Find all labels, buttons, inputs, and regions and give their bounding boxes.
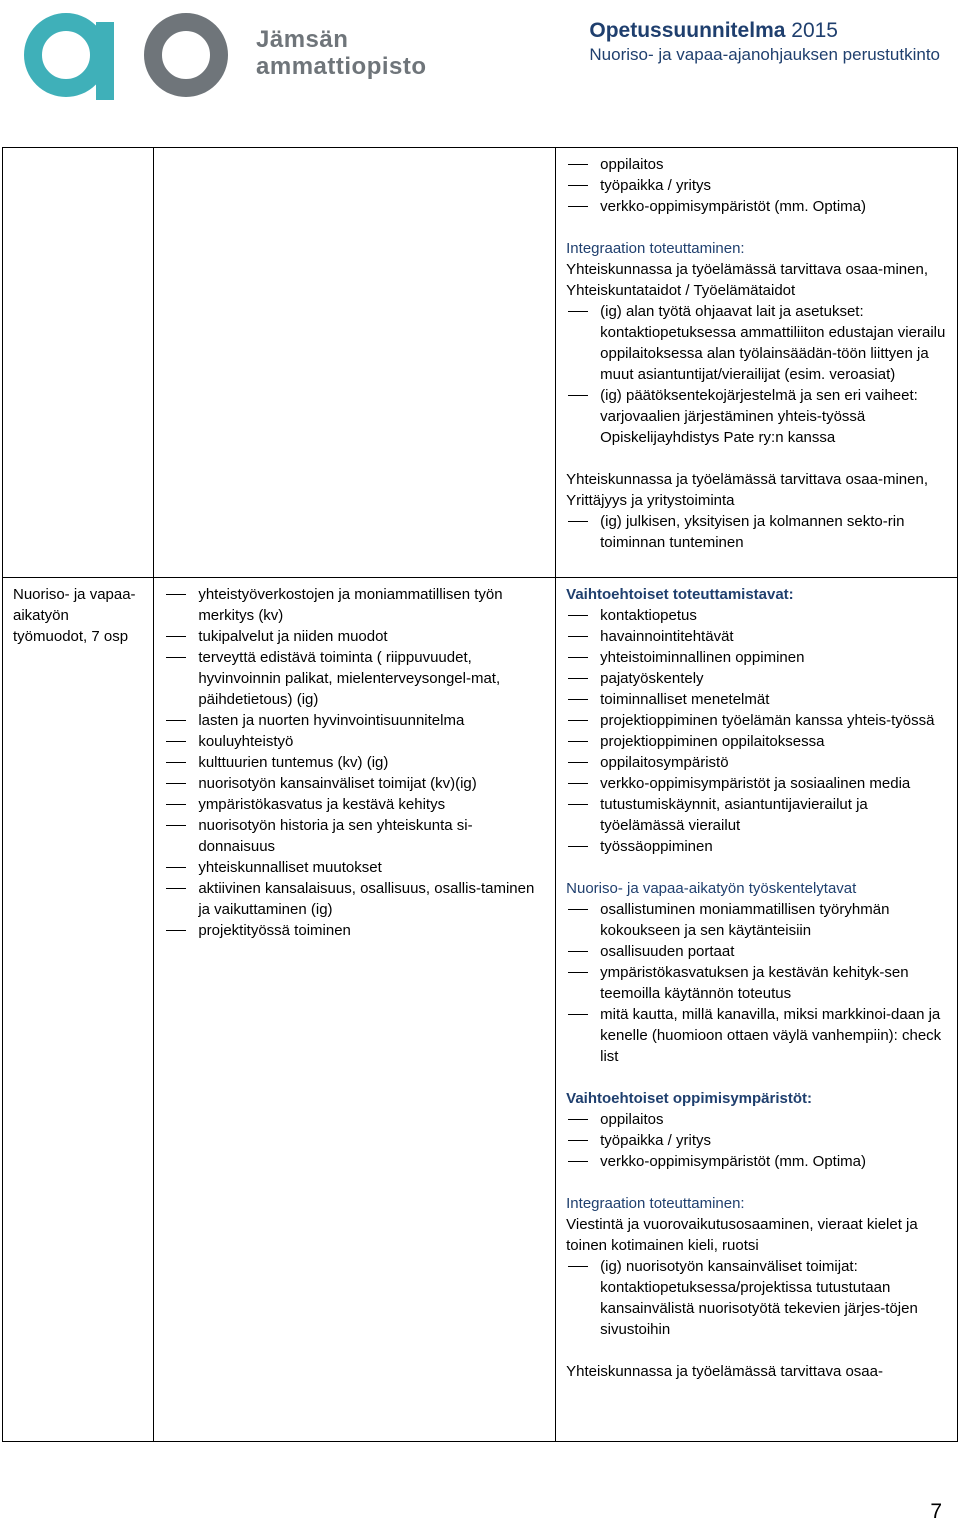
logo-line-2: ammattiopisto xyxy=(256,53,427,80)
list-item: projektioppiminen työelämän kanssa yhteis-työssä xyxy=(566,710,953,731)
list-item: mitä kautta, millä kanavilla, miksi markkinoi-daan ja kenelle (huomioon ottaen väylä vanhempiin): check list xyxy=(566,1004,953,1067)
integration-intro: Yhteiskunnassa ja työelämässä tarvittava osaa-minen, Yhteiskuntataidot / Työelämätaidot xyxy=(566,261,928,299)
list-item: oppilaitos xyxy=(566,1109,953,1130)
work-methods-heading: Nuoriso- ja vapaa-aikatyön työskentelytavat xyxy=(566,880,857,897)
list-item: terveyttä edistävä toiminta ( riippuvuudet, hyvinvoinnin palikat, mielenterveysongel-mat, päihdetietous) (ig) xyxy=(164,647,547,710)
row1-col3-cell xyxy=(556,148,958,578)
list-item: havainnointitehtävät xyxy=(566,626,953,647)
list-item: (ig) alan työtä ohjaavat lait ja asetukset: kontaktiopetuksessa ammattiliiton edustajan vierailu oppilaitoksessa alan työlainsäädän-töön liittyen ja muut asiantuntijat/vierailijat (esim. veroasiat) xyxy=(566,301,953,385)
list-item: tutustumiskäynnit, asiantuntijavierailut ja työelämässä vierailut xyxy=(566,794,953,836)
list-item: aktiivinen kansalaisuus, osallisuus, osallis-taminen ja vaikuttaminen (ig) xyxy=(164,878,547,920)
list-item: verkko-oppimisympäristöt (mm. Optima) xyxy=(566,1151,953,1172)
list-item: ympäristökasvatus ja kestävä kehitys xyxy=(164,794,547,815)
list-item: kontaktiopetus xyxy=(566,605,953,626)
integration-heading: Integraation toteuttaminen: xyxy=(566,240,745,257)
document-title-main: Opetussuunnitelma xyxy=(589,19,786,42)
methods-heading: Vaihtoehtoiset toteuttamistavat: xyxy=(566,586,794,603)
document-subtitle: Nuoriso- ja vapaa-ajanohjauksen perustutkinto xyxy=(589,45,940,64)
table-row xyxy=(3,148,958,578)
trailing-text: Yhteiskunnassa ja työelämässä tarvittava osaa- xyxy=(566,1363,883,1380)
list-item: (ig) julkisen, yksityisen ja kolmannen sekto-rin toiminnan tunteminen xyxy=(566,511,953,553)
list-item: toiminnalliset menetelmät xyxy=(566,689,953,710)
environment-list xyxy=(566,1109,953,1172)
list-item: työpaikka / yritys xyxy=(566,1130,953,1151)
list-item: osallisuuden portaat xyxy=(566,941,953,962)
school-logo xyxy=(20,8,430,100)
list-item: yhteistoiminnallinen oppiminen xyxy=(566,647,953,668)
list-item: projektityössä toiminen xyxy=(164,920,547,941)
document-title xyxy=(589,18,940,44)
integration-intro-2: Yhteiskunnassa ja työelämässä tarvittava osaa-minen, Yrittäjyys ja yritystoiminta xyxy=(566,471,928,509)
row1-col2-cell xyxy=(154,148,556,578)
list-item: ympäristökasvatuksen ja kestävän kehityk-sen teemoilla käytännön toteutus xyxy=(566,962,953,1004)
list-item: työssäoppiminen xyxy=(566,836,953,857)
list-item: (ig) päätöksentekojärjestelmä ja sen eri vaiheet: varjovaalien järjestäminen yhteis-työssä Opiskelijayhdistys Pate ry:n kanssa xyxy=(566,385,953,448)
environments-heading: Vaihtoehtoiset oppimisympäristöt: xyxy=(566,1090,813,1107)
list-item: oppilaitos xyxy=(566,154,953,175)
row2-col2-cell xyxy=(154,578,556,1442)
list-item: projektioppiminen oppilaitoksessa xyxy=(566,731,953,752)
list-item: (ig) nuorisotyön kansainväliset toimijat: kontaktiopetuksessa/projektissa tutustutaan kansainvälistä nuorisotyötä tekevien järjes-töjen sivustoihin xyxy=(566,1256,953,1340)
integration-list xyxy=(566,1256,953,1340)
integration-intro: Viestintä ja vuorovaikutusosaaminen, vieraat kielet ja toinen kotimainen kieli, ruotsi xyxy=(566,1216,918,1254)
list-item: nuorisotyön kansainväliset toimijat (kv)(ig) xyxy=(164,773,547,794)
row2-col1-cell xyxy=(3,578,154,1442)
document-title-year: 2015 xyxy=(791,19,838,42)
list-item: oppilaitosympäristö xyxy=(566,752,953,773)
ao-logo-mark xyxy=(20,8,240,100)
page-header xyxy=(0,0,960,110)
content-list xyxy=(164,584,547,941)
integration-heading: Integraation toteuttaminen: xyxy=(566,1195,745,1212)
work-methods-list xyxy=(566,899,953,1067)
logo-line-1: Jämsän xyxy=(256,26,349,53)
methods-list xyxy=(566,605,953,857)
row2-col3-cell xyxy=(556,578,958,1442)
list-item: pajatyöskentely xyxy=(566,668,953,689)
table-row xyxy=(3,578,958,1442)
document-title-block xyxy=(589,18,940,66)
list-item: kulttuurien tuntemus (kv) (ig) xyxy=(164,752,547,773)
list-item: verkko-oppimisympäristöt (mm. Optima) xyxy=(566,196,953,217)
curriculum-table xyxy=(2,147,958,1442)
list-item: työpaikka / yritys xyxy=(566,175,953,196)
list-item: kouluyhteistyö xyxy=(164,731,547,752)
list-item: verkko-oppimisympäristöt ja sosiaalinen media xyxy=(566,773,953,794)
logo-wordmark xyxy=(256,26,427,80)
row1-col1-cell xyxy=(3,148,154,578)
page-number: 7 xyxy=(930,1500,942,1523)
list-item: osallistuminen moniammatillisen työryhmän kokoukseen ja sen käytänteisiin xyxy=(566,899,953,941)
integration-list-2 xyxy=(566,511,953,553)
integration-list xyxy=(566,301,953,448)
module-name: Nuoriso- ja vapaa-aikatyön työmuodot, 7 osp xyxy=(13,586,136,645)
environment-list xyxy=(566,154,953,217)
list-item: yhteistyöverkostojen ja moniammatillisen työn merkitys (kv) xyxy=(164,584,547,626)
list-item: lasten ja nuorten hyvinvointisuunnitelma xyxy=(164,710,547,731)
list-item: nuorisotyön historia ja sen yhteiskunta si-donnaisuus xyxy=(164,815,547,857)
list-item: tukipalvelut ja niiden muodot xyxy=(164,626,547,647)
list-item: yhteiskunnalliset muutokset xyxy=(164,857,547,878)
